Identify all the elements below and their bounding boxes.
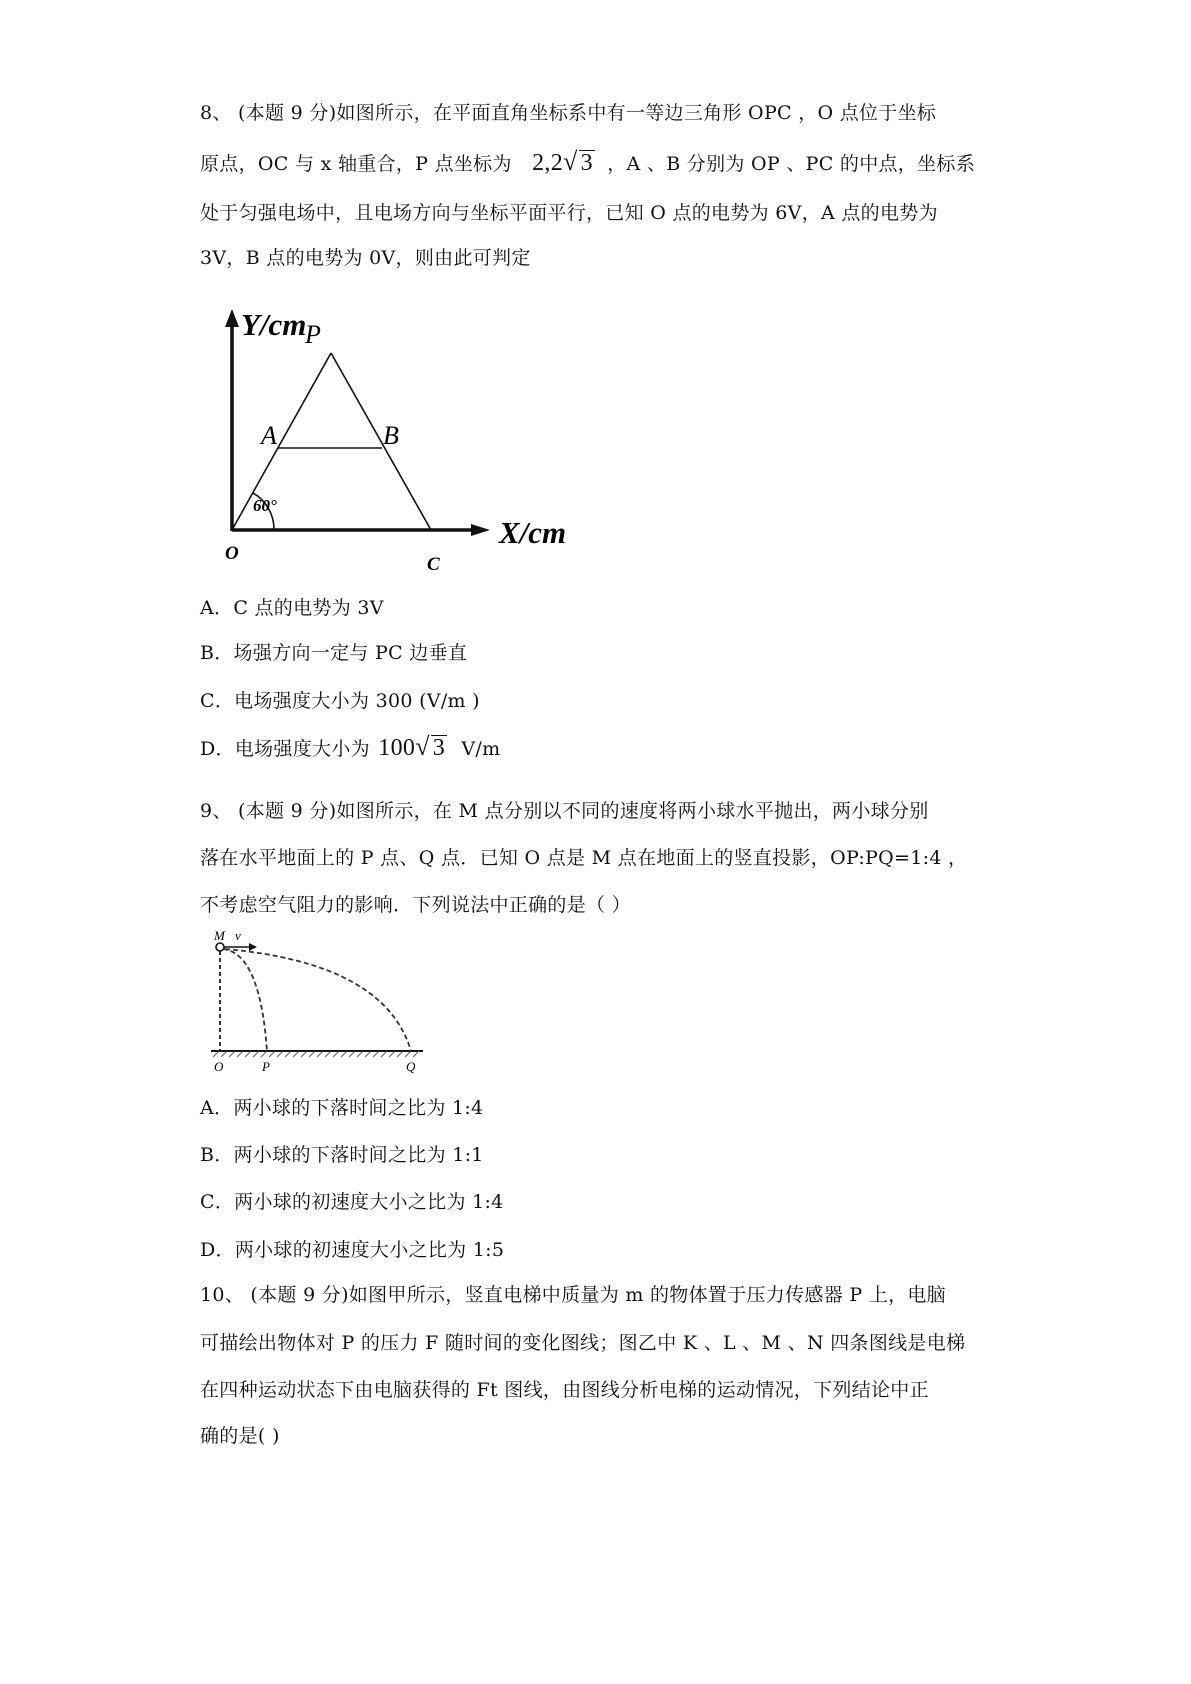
point-a-label: A xyxy=(261,421,277,450)
q8-text-line-3: 处于匀强电场中，且电场方向与坐标平面平行，已知 O 点的电势为 6V，A 点的电势为 xyxy=(200,202,938,224)
y-axis-label: Y/cm xyxy=(241,307,307,342)
q9-text-line-3: 不考虑空气阻力的影响．下列说法中正确的是（ ） xyxy=(200,894,631,916)
q8-line-2-suffix: ，A 、B 分别为 OP 、PC 的中点，坐标系 xyxy=(607,153,975,175)
point-p-label: P xyxy=(262,1059,270,1074)
side-op xyxy=(232,353,331,530)
angle-label: 60° xyxy=(253,496,277,515)
p-coordinate-radicand: 3 xyxy=(580,150,593,176)
point-p-label: P xyxy=(305,320,321,349)
q10-text-line-2: 可描绘出物体对 P 的压力 F 随时间的变化图线；图乙中 K 、L 、M 、N 四条图线是电梯 xyxy=(200,1332,966,1354)
field-strength-unit: V/m xyxy=(461,738,501,760)
point-m-label: M xyxy=(214,928,225,943)
q8-option-b: B．场强方向一定与 PC 边垂直 xyxy=(200,642,468,664)
side-pc xyxy=(331,353,431,530)
ball-m-icon xyxy=(216,943,224,951)
p-coordinate-value: 2,2 xyxy=(532,150,564,176)
q9-text-line-2: 落在水平地面上的 P 点、Q 点．已知 O 点是 M 点在地面上的竖直投影，OP:PQ=1:4 ， xyxy=(200,847,968,869)
y-axis-arrow-icon xyxy=(225,309,239,327)
point-o-label: O xyxy=(214,1059,224,1074)
velocity-label: v xyxy=(235,928,241,943)
q10-text-line-1: 10、 (本题 9 分)如图甲所示，竖直电梯中质量为 m 的物体置于压力传感器 P 上，电脑 xyxy=(200,1284,946,1306)
p-coordinate xyxy=(532,147,601,176)
trajectory-to-p xyxy=(223,949,267,1051)
x-axis-arrow-icon xyxy=(471,524,490,536)
q8-text-line-4: 3V，B 点的电势为 0V，则由此可判定 xyxy=(200,247,531,269)
velocity-arrow-icon xyxy=(249,943,257,951)
q8-option-a: A．C 点的电势为 3V xyxy=(200,597,384,619)
q10-text-line-4: 确的是( ) xyxy=(200,1425,280,1447)
sqrt-symbol-icon: √ xyxy=(563,147,578,176)
q8-option-d-prefix: D．电场强度大小为 xyxy=(200,738,370,760)
q9-option-a: A．两小球的下落时间之比为 1:4 xyxy=(200,1097,484,1119)
q10-text-line-3: 在四种运动状态下由电脑获得的 Ft 图线，由图线分析电梯的运动情况，下列结论中正 xyxy=(200,1379,929,1401)
point-b-label: B xyxy=(383,421,399,450)
field-strength-number: 100 xyxy=(378,735,416,761)
point-c-label: C xyxy=(427,554,440,575)
q9-option-b: B．两小球的下落时间之比为 1:1 xyxy=(200,1144,484,1166)
q9-projectile-figure xyxy=(205,925,435,1075)
q8-option-c: C．电场强度大小为 300 (V/m ) xyxy=(200,690,480,712)
q8-option-d xyxy=(200,732,500,762)
q8-text-line-2 xyxy=(200,147,975,177)
field-strength-radicand: 3 xyxy=(432,735,446,761)
q9-text-line-1: 9、 (本题 9 分)如图所示，在 M 点分别以不同的速度将两小球水平抛出，两小球分别 xyxy=(200,800,929,822)
trajectory-to-q xyxy=(225,949,411,1051)
sqrt-symbol-icon: √ xyxy=(415,732,430,761)
point-q-label: Q xyxy=(406,1059,416,1074)
point-o-label: O xyxy=(225,543,239,564)
x-axis-label: X/cm xyxy=(499,515,567,550)
q8-triangle-figure xyxy=(205,305,595,575)
q8-line-2-prefix: 原点，OC 与 x 轴重合，P 点坐标为 xyxy=(200,153,512,175)
field-strength-value xyxy=(378,732,453,761)
q9-option-c: C．两小球的初速度大小之比为 1:4 xyxy=(200,1191,504,1213)
q9-option-d: D．两小球的初速度大小之比为 1:5 xyxy=(200,1239,505,1261)
q8-text-line-1: 8、 (本题 9 分)如图所示，在平面直角坐标系中有一等边三角形 OPC ，O 点位于坐标 xyxy=(200,102,937,124)
